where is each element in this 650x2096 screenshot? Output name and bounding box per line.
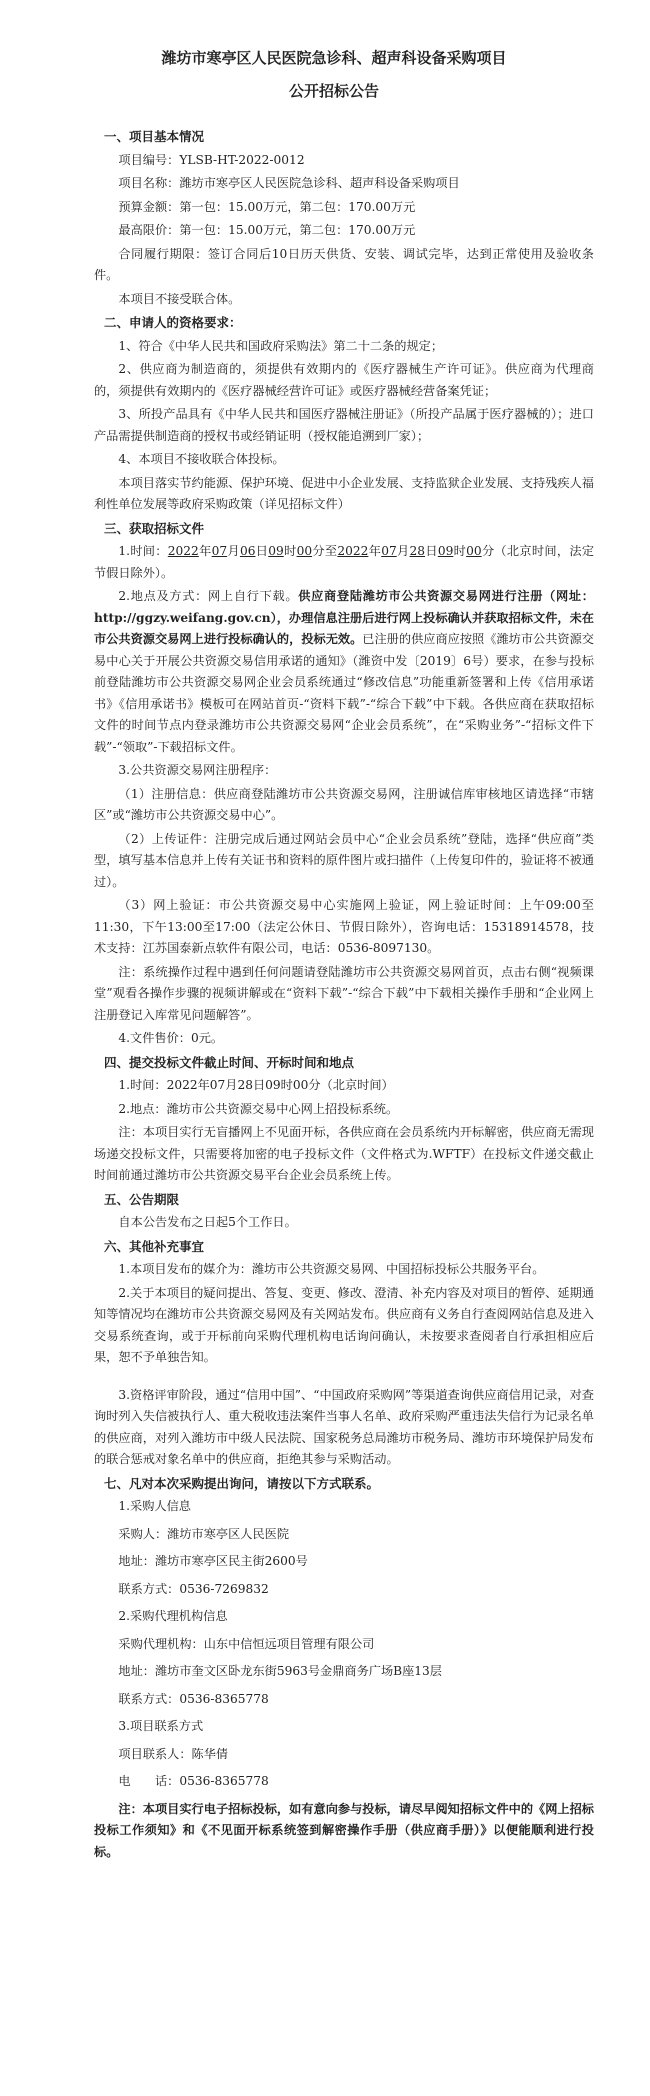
acq-hour-char: 时 — [283, 544, 297, 558]
policy-note: 本项目落实节约能源、保护环境、促进中小企业发展、支持监狱企业发展、支持残疾人福利性单位发展等政府采购政策（详见招标文件） — [94, 475, 594, 511]
agency-name: 采购代理机构：山东中信恒远项目管理有限公司 — [118, 1636, 375, 1651]
acquisition-place — [94, 586, 594, 758]
acq-day-char: 日 — [255, 544, 269, 558]
acq-month-char-2: 月 — [396, 544, 410, 558]
requirement-4: 4、本项目不接收联合体投标。 — [118, 452, 285, 466]
acq-end-minute: 00 — [466, 544, 482, 558]
section-3-heading: 三、获取招标文件 — [104, 520, 205, 536]
project-name: 项目名称：潍坊市寒亭区人民医院急诊科、超声科设备采购项目 — [118, 176, 460, 190]
acq-end-year: 2022 — [337, 544, 369, 558]
purchaser-address: 地址：潍坊市寒亭区民主街2600号 — [118, 1554, 308, 1568]
budget-amount: 预算金额：第一包：15.00万元，第二包：170.00万元 — [118, 199, 416, 214]
place-prefix: 2.地点及方式：网上自行下载。 — [118, 589, 299, 603]
project-contact-phone: 电 话：0536-8365778 — [118, 1774, 269, 1788]
section-5-heading: 五、公告期限 — [104, 1191, 180, 1207]
acq-month-char: 月 — [227, 544, 240, 558]
acq-end-hour: 09 — [437, 544, 454, 558]
acq-start-hour: 09 — [268, 544, 284, 558]
acq-end-month: 07 — [381, 544, 397, 558]
requirement-1: 1、符合《中华人民共和国政府采购法》第二十二条的规定； — [118, 338, 444, 353]
acq-minute-char: 分至 — [312, 544, 338, 558]
bid-opening-note: 注：本项目实行无盲播网上不见面开标，各供应商在会员系统内开标解密，供应商无需现场递交投标文件，只需要将加密的电子投标文件（文件格式为.WFTF）在投标文件递交截止时间前通过潍坊市公共资源交易平台企业会员系统上传。 — [94, 1125, 594, 1182]
registration-intro: 3.公共资源交易网注册程序： — [118, 763, 277, 777]
place-registration-bold: 供应商登陆潍坊市公共资源交易网进行注册（网址：http://ggzy.weifang.gov.cn），办理信息注册后进行网上投标确认并获取招标文件，未在市公共资源交易网上进行投标确认的，投标无效。 — [94, 589, 594, 646]
agency-address: 地址：潍坊市奎文区卧龙东街5963号金鼎商务广场B座13层 — [118, 1664, 442, 1678]
notice-period: 自本公告发布之日起5个工作日。 — [118, 1215, 297, 1229]
project-number: 项目编号：YLSB-HT-2022-0012 — [118, 152, 305, 167]
registration-step-2: （2）上传证件：注册完成后通过网站会员中心“企业会员系统”登陆，选择“供应商”类型，填写基本信息并上传有关证书和资料的原件图片或扫描件（上传复印件的，验证将不被通过）。 — [94, 831, 594, 889]
registration-step-3: （3）网上验证：市公共资源交易中心实施网上验证，网上验证时间：上午09:00至11:30，下午13:00至17:00（法定公休日、节假日除外），咨询电话：15318914578，技术支持：江苏国泰新点软件有限公司，电话：0536-8097130。 — [94, 898, 594, 955]
section-2-heading: 二、申请人的资格要求： — [104, 315, 242, 330]
agency-phone: 联系方式：0536-8365778 — [118, 1691, 269, 1706]
acq-start-month: 07 — [211, 544, 228, 558]
supplementary-3: 3.资格评审阶段，通过“信用中国”、“中国政府采购网”等渠道查询供应商信用记录，对查询时列入失信被执行人、重大税收违法案件当事人名单、政府采购严重违法失信行为记录名单的供应商，对列入潍坊市中级人民法院、国家税务总局潍坊市税务局、潍坊市环境保护局发布的联合惩戒对象名单中的供应商，拒绝其参与采购活动。 — [94, 1387, 594, 1466]
section-6-heading: 六、其他补充事宜 — [104, 1238, 205, 1254]
acq-time-suffix: 分（北京时间，法定节假日除外）。 — [94, 544, 595, 580]
acquisition-time — [94, 541, 594, 584]
acq-hour-char-2: 时 — [453, 544, 467, 558]
purchaser-name: 采购人：潍坊市寒亭区人民医院 — [118, 1526, 290, 1541]
acq-start-day: 06 — [239, 544, 256, 558]
acq-end-day: 28 — [409, 544, 426, 558]
document-price: 4.文件售价：0元。 — [118, 1031, 224, 1045]
acq-year-char-2: 年 — [368, 544, 382, 558]
requirement-3: 3、所投产品具有《中华人民共和国医疗器械注册证》（所投产品属于医疗器械的）；进口产品需提供制造商的授权书或经销证明（授权能追溯到厂家）； — [94, 407, 594, 443]
purchaser-title: 1.采购人信息 — [118, 1499, 191, 1513]
acq-year-char: 年 — [198, 544, 212, 558]
section-7-heading: 七、凡对本次采购提出询问，请按以下方式联系。 — [104, 1475, 380, 1491]
project-contact-person: 项目联系人：陈华倩 — [118, 1746, 229, 1761]
bid-opening-place: 2.地点：潍坊市公共资源交易中心网上招投标系统。 — [118, 1101, 399, 1116]
purchaser-phone: 联系方式：0536-7269832 — [118, 1581, 269, 1596]
project-contact-title: 3.项目联系方式 — [118, 1719, 204, 1733]
agency-title: 2.采购代理机构信息 — [118, 1609, 228, 1623]
supplementary-2: 2.关于本项目的疑问提出、答复、变更、修改、澄清、补充内容及对项目的暂停、延期通知等情况均在潍坊市公共资源交易网及有关网站发布。供应商有义务自行查阅网站信息及进入交易系统查询，或于开标前向采购代理机构电话询问确认，未按要求查阅者自行承担相应后果，恕不予单独告知。 — [94, 1285, 594, 1364]
deadline-time: 1.时间：2022年07月28日09时00分（北京时间） — [118, 1078, 394, 1092]
place-tail: 已注册的供应商应按照《潍坊市公共资源交易中心关于开展公共资源交易信用承诺的通知》（潍资中发〔2019〕6号）要求，在参与投标前登陆潍坊市公共资源交易网企业会员系统通过“修改信息”功能重新签署和上传《信用承诺书》《信用承诺书》模板可在网站首页-“资料下载”-“综合下载”中下载。各供应商在获取招标文件的时间节点内登录潍坊市公共资源交易网“企业会员系统”，在“采购业务”-“招标文件下载”-“领取”-下载招标文件。 — [94, 632, 594, 754]
document-title: 潍坊市寒亭区人民医院急诊科、超声科设备采购项目 — [161, 49, 507, 67]
registration-step-1: （1）注册信息：供应商登陆潍坊市公共资源交易网，注册诚信库审核地区请选择“市辖区”或“潍坊市公共资源交易中心”。 — [94, 786, 594, 822]
paragraph-gap — [94, 1371, 594, 1385]
contract-term: 合同履行期限：签订合同后10日历天供货、安装、调试完毕，达到正常使用及验收条件。 — [94, 246, 594, 282]
acq-time-prefix: 1.时间： — [118, 544, 168, 558]
max-price: 最高限价：第一包：15.00万元，第二包：170.00万元 — [118, 223, 416, 237]
acq-start-minute: 00 — [296, 544, 313, 558]
final-note: 注：本项目实行电子招标投标，如有意向参与投标，请尽早阅知招标文件中的《网上招标投标工作须知》和《不见面开标系统签到解密操作手册（供应商手册）》以便能顺利进行投标。 — [94, 1801, 594, 1859]
acq-start-year: 2022 — [167, 544, 199, 558]
section-4-heading: 四、提交投标文件截止时间、开标时间和地点 — [104, 1054, 355, 1070]
acq-day-char-2: 日 — [425, 544, 438, 558]
system-note: 注：系统操作过程中遇到任何问题请登陆潍坊市公共资源交易网首页，点击右侧“视频课堂”观看各操作步骤的视频讲解或在“资料下载”-“综合下载”中下载相关操作手册和“企业网上注册登记入库常见问题解答”。 — [94, 964, 594, 1022]
no-consortium: 本项目不接受联合体。 — [118, 291, 241, 306]
requirement-2: 2、供应商为制造商的，须提供有效期内的《医疗器械生产许可证》。供应商为代理商的，须提供有效期内的《医疗器械经营许可证》或医疗器械经营备案凭证； — [94, 362, 594, 398]
document-subtitle: 公开招标公告 — [288, 82, 379, 100]
section-1-heading: 一、项目基本情况 — [104, 129, 205, 144]
supplementary-1: 1.本项目发布的媒介为：潍坊市公共资源交易网、中国招标投标公共服务平台。 — [118, 1262, 545, 1276]
